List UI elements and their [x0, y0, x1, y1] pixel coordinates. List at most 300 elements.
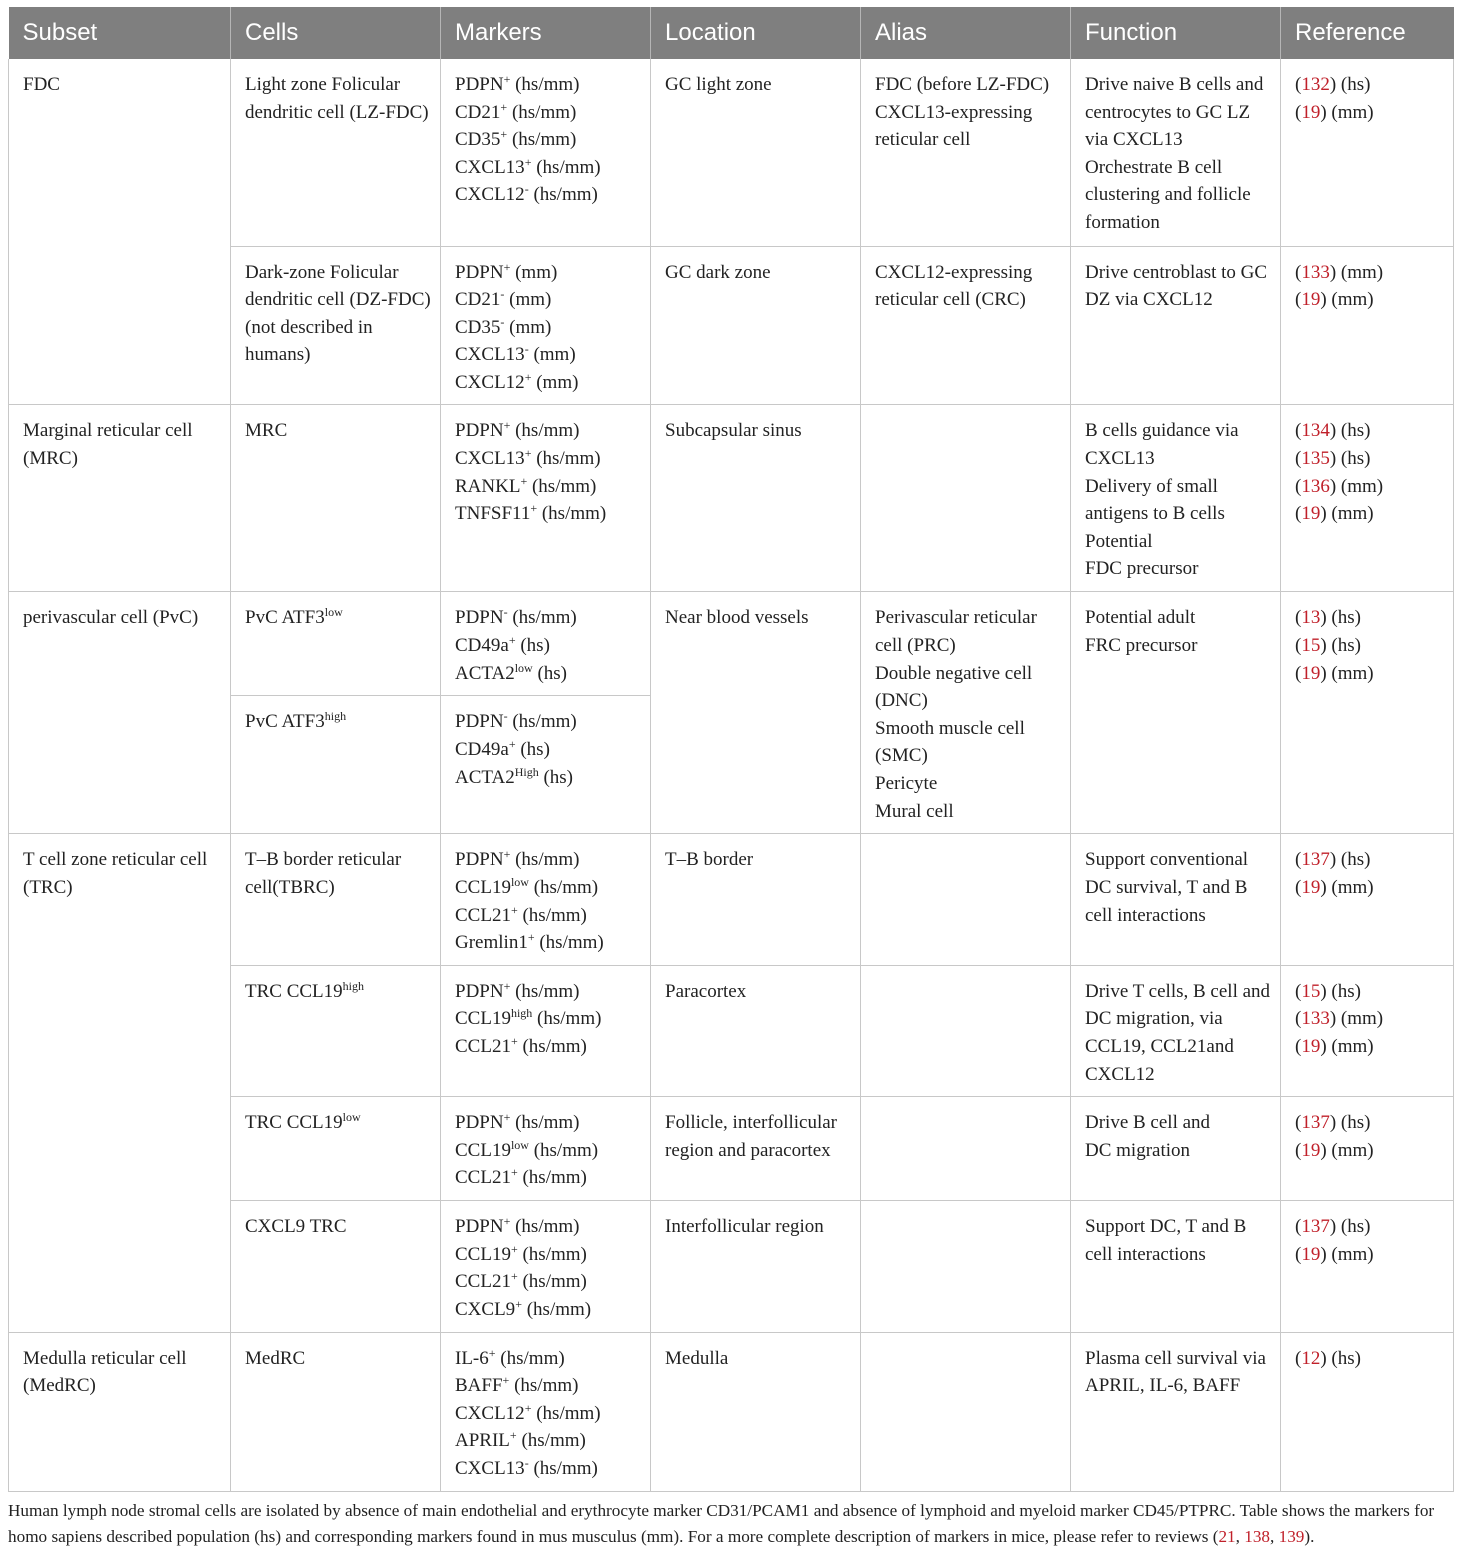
- location-text: Follicle, interfollicular region and paracortex: [665, 1112, 838, 1161]
- reference-cell: [1281, 1097, 1454, 1201]
- marker-expression: +: [503, 978, 511, 993]
- cells-text: TRC CCL19: [245, 1112, 343, 1134]
- reference-link[interactable]: 137: [1301, 1216, 1330, 1238]
- marker-name: CXCL9: [455, 1299, 516, 1320]
- marker-expression: +: [488, 1345, 496, 1360]
- reference-line: (135) (hs): [1295, 448, 1371, 470]
- marker-line: [455, 1005, 642, 1033]
- location-text: Interfollicular region: [665, 1216, 824, 1238]
- markers-cell: [441, 965, 651, 1096]
- subset-cell: [9, 592, 231, 834]
- marker-line: [455, 1137, 642, 1165]
- reference-cell: [1281, 405, 1454, 592]
- cells-cell: [231, 246, 441, 405]
- footnote-text: Human lymph node stromal cells are isolated by absence of main endothelial and erythrocyte marker CD31/PCAM1 and absence of lymphoid and myeloid marker CD45/PTPRC. Table shows the markers for homo sapiens described population (hs) and corresponding markers found in mus musculus (mm). For a more complete description of markers in mice, please refer to reviews (: [8, 1500, 1435, 1546]
- marker-line: [455, 764, 642, 792]
- marker-species: (hs/mm): [532, 1008, 602, 1030]
- marker-species: (hs/mm): [531, 156, 601, 178]
- marker-name: CXCL13: [455, 156, 525, 178]
- reference-link[interactable]: 19: [1301, 1139, 1321, 1161]
- marker-name: CCL21: [455, 1036, 511, 1058]
- reference-line: (19) (mm): [1295, 662, 1374, 684]
- function-cell: [1071, 1332, 1281, 1491]
- marker-expression: +: [503, 72, 511, 86]
- footnote-separator: ,: [1235, 1526, 1245, 1546]
- marker-species: (mm): [510, 261, 558, 283]
- marker-species: (hs/mm): [510, 1112, 580, 1134]
- alias-text: Pericyte: [875, 773, 938, 795]
- marker-line: [455, 1345, 642, 1373]
- reference-species: (hs): [1326, 607, 1361, 629]
- subset-text: FDC: [23, 74, 60, 95]
- function-text: Support conventional DC survival, T and B cell interactions: [1085, 849, 1249, 926]
- marker-species: (hs/mm): [510, 849, 580, 871]
- marker-species: (hs/mm): [531, 1402, 601, 1424]
- reference-link[interactable]: 19: [1301, 877, 1321, 899]
- marker-line: [455, 1372, 642, 1400]
- marker-species: (mm): [528, 344, 576, 366]
- function-text: B cells guidance via CXCL13: [1085, 420, 1239, 470]
- marker-species: (hs/mm): [531, 448, 601, 470]
- marker-species: (hs/mm): [510, 1216, 580, 1238]
- marker-line: [455, 71, 642, 99]
- marker-species: (hs/mm): [507, 607, 577, 629]
- reference-cell: [1281, 59, 1454, 246]
- reference-line: (132) (hs): [1295, 74, 1371, 95]
- marker-name: Gremlin1: [455, 932, 528, 954]
- marker-line: [455, 846, 642, 874]
- reference-species: (mm): [1336, 475, 1384, 497]
- alias-text: Perivascular reticular cell (PRC): [875, 607, 1037, 657]
- function-text: Potential adult: [1085, 607, 1196, 629]
- marker-expression: +: [502, 1373, 510, 1388]
- location-text: Subcapsular sinus: [665, 420, 802, 442]
- subset-cell: [9, 405, 231, 592]
- markers-cell: [441, 696, 651, 834]
- function-cell: [1071, 246, 1281, 405]
- marker-line: [455, 500, 642, 528]
- table-body: [9, 59, 1454, 1491]
- cells-text: T–B border reticular cell(TBRC): [245, 849, 402, 899]
- marker-line: [455, 1241, 642, 1269]
- marker-line: [455, 369, 642, 397]
- reference-link[interactable]: 19: [1301, 289, 1321, 311]
- alias-text: FDC (before LZ-FDC): [875, 74, 1050, 95]
- footnote-end: ).: [1304, 1526, 1315, 1546]
- cells-superscript: high: [342, 978, 364, 993]
- reference-cell: [1281, 592, 1454, 834]
- cells-text: MRC: [245, 420, 288, 442]
- function-cell: [1071, 592, 1281, 834]
- location-text: Medulla: [665, 1347, 729, 1369]
- marker-species: (mm): [531, 371, 579, 393]
- reference-line: (12) (hs): [1295, 1347, 1361, 1369]
- marker-line: [455, 632, 642, 660]
- reference-link[interactable]: 136: [1301, 475, 1330, 497]
- marker-name: CXCL12: [455, 371, 525, 393]
- reference-link[interactable]: 133: [1301, 1008, 1330, 1030]
- marker-species: (hs/mm): [507, 711, 577, 733]
- location-text: T–B border: [665, 849, 754, 871]
- cells-cell: [231, 1201, 441, 1332]
- subset-text: T cell zone reticular cell (TRC): [23, 849, 208, 899]
- cells-cell: [231, 1332, 441, 1491]
- cells-text: TRC CCL19: [245, 980, 343, 1002]
- reference-species: (mm): [1326, 662, 1374, 684]
- cells-superscript: low: [342, 1110, 361, 1125]
- marker-line: [455, 1109, 642, 1137]
- markers-cell: [441, 1332, 651, 1491]
- table-row: [9, 1332, 1454, 1491]
- table-footnote: [8, 1498, 1453, 1550]
- marker-line: [455, 99, 642, 127]
- alias-cell: [861, 592, 1071, 834]
- marker-line: [455, 1400, 642, 1428]
- marker-species: (mm): [504, 289, 552, 311]
- marker-line: [455, 902, 642, 930]
- reference-line: (15) (hs): [1295, 635, 1361, 657]
- reference-line: (137) (hs): [1295, 1216, 1371, 1238]
- reference-link[interactable]: 135: [1301, 448, 1330, 470]
- marker-expression: +: [524, 369, 532, 384]
- marker-expression: -: [524, 342, 529, 357]
- reference-line: (19) (mm): [1295, 503, 1374, 525]
- cells-text: Dark-zone Folicular dendritic cell (DZ-FDC) (not described in humans): [245, 261, 431, 366]
- marker-species: (hs/mm): [510, 420, 580, 442]
- alias-cell: [861, 834, 1071, 965]
- marker-name: CXCL12: [455, 184, 525, 206]
- marker-expression: +: [503, 259, 511, 274]
- table-container: [8, 7, 1453, 1550]
- markers-cell: [441, 59, 651, 246]
- marker-expression: low: [510, 1137, 529, 1152]
- marker-name: CD21: [455, 289, 501, 311]
- reference-link[interactable]: 19: [1301, 1243, 1321, 1265]
- location-cell: [651, 59, 861, 246]
- alias-text: Mural cell: [875, 800, 954, 822]
- marker-species: (hs/mm): [510, 980, 580, 1002]
- marker-line: [455, 473, 642, 501]
- header-markers: Markers: [441, 7, 651, 59]
- marker-name: TNFSF11: [455, 503, 531, 525]
- marker-line: [455, 736, 642, 764]
- reference-link[interactable]: 19: [1301, 503, 1321, 525]
- markers-cell: [441, 592, 651, 696]
- reference-link[interactable]: 19: [1301, 662, 1321, 684]
- alias-text: CXCL13-expressing reticular cell: [875, 101, 1033, 151]
- reference-species: (hs): [1326, 1347, 1361, 1369]
- reference-species: (mm): [1336, 261, 1384, 283]
- reference-line: (19) (mm): [1295, 1139, 1374, 1161]
- reference-link[interactable]: 137: [1301, 849, 1330, 871]
- alias-cell: [861, 405, 1071, 592]
- marker-expression: +: [508, 633, 516, 648]
- reference-cell: [1281, 834, 1454, 965]
- location-cell: [651, 592, 861, 834]
- reference-link[interactable]: 137: [1301, 1112, 1330, 1134]
- cells-text: Light zone Folicular dendritic cell (LZ-FDC): [245, 74, 429, 123]
- marker-species: (hs/mm): [528, 877, 599, 899]
- marker-name: IL-6: [455, 1347, 489, 1369]
- reference-line: (136) (mm): [1295, 475, 1384, 497]
- cells-text: PvC ATF3: [245, 607, 325, 629]
- marker-expression: +: [510, 1269, 518, 1284]
- marker-name: PDPN: [455, 849, 504, 871]
- reference-link[interactable]: 12: [1301, 1347, 1321, 1369]
- reference-link[interactable]: 15: [1301, 635, 1321, 657]
- reference-line: (134) (hs): [1295, 420, 1371, 442]
- subset-text: Marginal reticular cell (MRC): [23, 420, 193, 470]
- marker-species: (hs): [515, 635, 550, 657]
- table-row: [9, 405, 1454, 592]
- marker-expression: +: [503, 1110, 511, 1125]
- cells-cell: [231, 59, 441, 246]
- reference-link[interactable]: 132: [1301, 74, 1330, 95]
- marker-name: CD21: [455, 101, 501, 123]
- cells-cell: [231, 696, 441, 834]
- header-alias: Alias: [861, 7, 1071, 59]
- reference-line: (15) (hs): [1295, 980, 1361, 1002]
- marker-name: CCL19: [455, 877, 511, 899]
- location-cell: [651, 1097, 861, 1201]
- reference-species: (hs): [1336, 448, 1371, 470]
- subset-text: Medulla reticular cell (MedRC): [23, 1347, 187, 1397]
- header-cells: Cells: [231, 7, 441, 59]
- alias-text: Smooth muscle cell (SMC): [875, 717, 1025, 767]
- marker-species: (hs/mm): [517, 1167, 587, 1189]
- marker-name: CCL19: [455, 1008, 511, 1030]
- marker-name: ACTA2: [455, 662, 515, 684]
- marker-expression: +: [520, 473, 528, 488]
- alias-cell: [861, 1201, 1071, 1332]
- function-cell: [1071, 965, 1281, 1096]
- reference-link[interactable]: 13: [1301, 607, 1321, 629]
- marker-name: PDPN: [455, 420, 504, 442]
- reference-link[interactable]: 133: [1301, 261, 1330, 283]
- stromal-cell-table: [8, 7, 1454, 1492]
- reference-line: (19) (mm): [1295, 1243, 1374, 1265]
- footnote-reference-link[interactable]: 21: [1218, 1526, 1236, 1546]
- function-text: Drive B cell and: [1085, 1112, 1211, 1134]
- location-text: GC light zone: [665, 74, 772, 95]
- marker-species: (hs/mm): [528, 1139, 599, 1161]
- marker-name: APRIL: [455, 1430, 510, 1452]
- marker-name: PDPN: [455, 74, 504, 95]
- location-cell: [651, 1201, 861, 1332]
- marker-name: CXCL13: [455, 1457, 525, 1479]
- marker-line: [455, 929, 642, 957]
- function-cell: [1071, 59, 1281, 246]
- cells-cell: [231, 592, 441, 696]
- marker-line: [455, 660, 642, 688]
- subset-text: perivascular cell (PvC): [23, 607, 199, 629]
- marker-line: [455, 874, 642, 902]
- marker-name: CD35: [455, 316, 501, 338]
- reference-line: (19) (mm): [1295, 101, 1374, 123]
- alias-cell: [861, 1332, 1071, 1491]
- marker-name: CD35: [455, 129, 501, 151]
- marker-line: [455, 259, 642, 287]
- marker-species: (hs/mm): [528, 1457, 598, 1479]
- alias-text: Double negative cell (DNC): [875, 662, 1033, 712]
- marker-species: (hs/mm): [510, 74, 580, 95]
- marker-line: [455, 1268, 642, 1296]
- function-cell: [1071, 1201, 1281, 1332]
- reference-species: (mm): [1326, 1036, 1374, 1058]
- marker-expression: -: [503, 709, 508, 724]
- header-reference: Reference: [1281, 7, 1454, 59]
- cells-cell: [231, 834, 441, 965]
- marker-line: [455, 1164, 642, 1192]
- reference-link[interactable]: 15: [1301, 980, 1321, 1002]
- marker-species: (hs/mm): [495, 1347, 565, 1369]
- reference-line: (133) (mm): [1295, 1008, 1384, 1030]
- reference-species: (mm): [1326, 1139, 1374, 1161]
- marker-expression: +: [510, 902, 518, 917]
- reference-cell: [1281, 965, 1454, 1096]
- reference-species: (mm): [1336, 1008, 1384, 1030]
- marker-expression: low: [510, 875, 529, 890]
- alias-cell: [861, 246, 1071, 405]
- cells-cell: [231, 965, 441, 1096]
- reference-species: (hs): [1326, 980, 1361, 1002]
- cells-cell: [231, 405, 441, 592]
- marker-name: CCL21: [455, 1271, 511, 1293]
- marker-species: (hs/mm): [517, 1036, 587, 1058]
- reference-line: (19) (mm): [1295, 1036, 1374, 1058]
- marker-name: PDPN: [455, 980, 504, 1002]
- reference-species: (hs): [1336, 849, 1371, 871]
- marker-expression: +: [524, 446, 532, 461]
- cells-text: CXCL9 TRC: [245, 1216, 347, 1238]
- marker-name: CXCL13: [455, 344, 525, 366]
- function-text: Drive T cells, B cell and DC migration, via CCL19, CCL21and CXCL12: [1085, 980, 1271, 1085]
- function-cell: [1071, 1097, 1281, 1201]
- marker-species: (hs/mm): [507, 129, 577, 151]
- marker-expression: -: [500, 314, 505, 329]
- function-text: DC migration: [1085, 1139, 1191, 1161]
- marker-name: CCL21: [455, 1167, 511, 1189]
- marker-line: [455, 154, 642, 182]
- marker-expression: -: [503, 605, 508, 620]
- marker-line: [455, 314, 642, 342]
- marker-species: (hs/mm): [517, 904, 587, 926]
- marker-species: (hs/mm): [517, 1271, 587, 1293]
- marker-name: RANKL: [455, 475, 521, 497]
- reference-line: (133) (mm): [1295, 261, 1384, 283]
- markers-cell: [441, 834, 651, 965]
- reference-species: (hs): [1336, 1216, 1371, 1238]
- marker-expression: High: [514, 764, 539, 779]
- marker-line: [455, 978, 642, 1006]
- reference-line: (137) (hs): [1295, 1112, 1371, 1134]
- marker-species: (hs/mm): [517, 1243, 587, 1265]
- function-text: FRC precursor: [1085, 635, 1198, 657]
- marker-expression: +: [510, 1241, 518, 1256]
- function-text: Plasma cell survival via APRIL, IL-6, BAFF: [1085, 1347, 1266, 1397]
- alias-cell: [861, 965, 1071, 1096]
- reference-link[interactable]: 19: [1301, 101, 1321, 123]
- marker-species: (hs/mm): [516, 1430, 586, 1452]
- marker-expression: -: [500, 287, 505, 302]
- marker-name: PDPN: [455, 711, 504, 733]
- marker-name: ACTA2: [455, 766, 515, 788]
- location-cell: [651, 405, 861, 592]
- marker-species: (hs): [538, 766, 574, 788]
- marker-name: BAFF: [455, 1375, 503, 1397]
- marker-name: PDPN: [455, 1216, 504, 1238]
- marker-name: PDPN: [455, 261, 504, 283]
- marker-expression: -: [524, 1455, 529, 1470]
- reference-line: (137) (hs): [1295, 849, 1371, 871]
- reference-species: (hs): [1336, 74, 1371, 95]
- subset-cell: [9, 1332, 231, 1491]
- marker-expression: +: [503, 418, 511, 433]
- marker-line: [455, 1455, 642, 1483]
- marker-line: [455, 417, 642, 445]
- cells-cell: [231, 1097, 441, 1201]
- reference-species: (hs): [1336, 420, 1371, 442]
- location-cell: [651, 1332, 861, 1491]
- markers-cell: [441, 246, 651, 405]
- marker-expression: -: [524, 182, 529, 197]
- marker-name: CCL19: [455, 1243, 511, 1265]
- location-cell: [651, 246, 861, 405]
- function-text: Support DC, T and B cell interactions: [1085, 1216, 1247, 1265]
- marker-species: (hs): [532, 662, 568, 684]
- function-cell: [1071, 834, 1281, 965]
- reference-line: (19) (mm): [1295, 877, 1374, 899]
- reference-cell: [1281, 246, 1454, 405]
- reference-line: (19) (mm): [1295, 289, 1374, 311]
- location-text: GC dark zone: [665, 261, 771, 283]
- marker-expression: +: [524, 154, 532, 169]
- marker-expression: +: [508, 737, 516, 752]
- markers-cell: [441, 405, 651, 592]
- marker-species: (hs/mm): [509, 1375, 579, 1397]
- function-text: Drive centroblast to GC DZ via CXCL12: [1085, 261, 1268, 311]
- subset-cell: [9, 834, 231, 1332]
- location-cell: [651, 834, 861, 965]
- cells-superscript: low: [324, 605, 343, 620]
- marker-species: (hs/mm): [537, 503, 607, 525]
- reference-species: (hs): [1326, 635, 1361, 657]
- reference-species: (mm): [1326, 101, 1374, 123]
- table-row: [9, 592, 1454, 696]
- marker-line: [455, 1033, 642, 1061]
- marker-expression: high: [510, 1006, 533, 1021]
- footnote-reference-link[interactable]: 139: [1278, 1526, 1305, 1546]
- marker-expression: +: [500, 99, 508, 114]
- function-text: Delivery of small antigens to B cells: [1085, 475, 1225, 525]
- reference-link[interactable]: 134: [1301, 420, 1330, 442]
- marker-species: (hs/mm): [507, 101, 577, 123]
- footnote-reference-link[interactable]: 138: [1244, 1526, 1270, 1546]
- subset-cell: [9, 59, 231, 405]
- marker-name: CD49a: [455, 635, 509, 657]
- marker-expression: +: [510, 1034, 518, 1049]
- marker-line: [455, 126, 642, 154]
- reference-cell: [1281, 1201, 1454, 1332]
- reference-species: (mm): [1326, 877, 1374, 899]
- table-row: [9, 834, 1454, 965]
- header-subset: Subset: [9, 7, 231, 59]
- reference-line: (13) (hs): [1295, 607, 1361, 629]
- reference-link[interactable]: 19: [1301, 1036, 1321, 1058]
- marker-expression: +: [503, 1214, 511, 1229]
- markers-cell: [441, 1097, 651, 1201]
- marker-name: PDPN: [455, 1112, 504, 1134]
